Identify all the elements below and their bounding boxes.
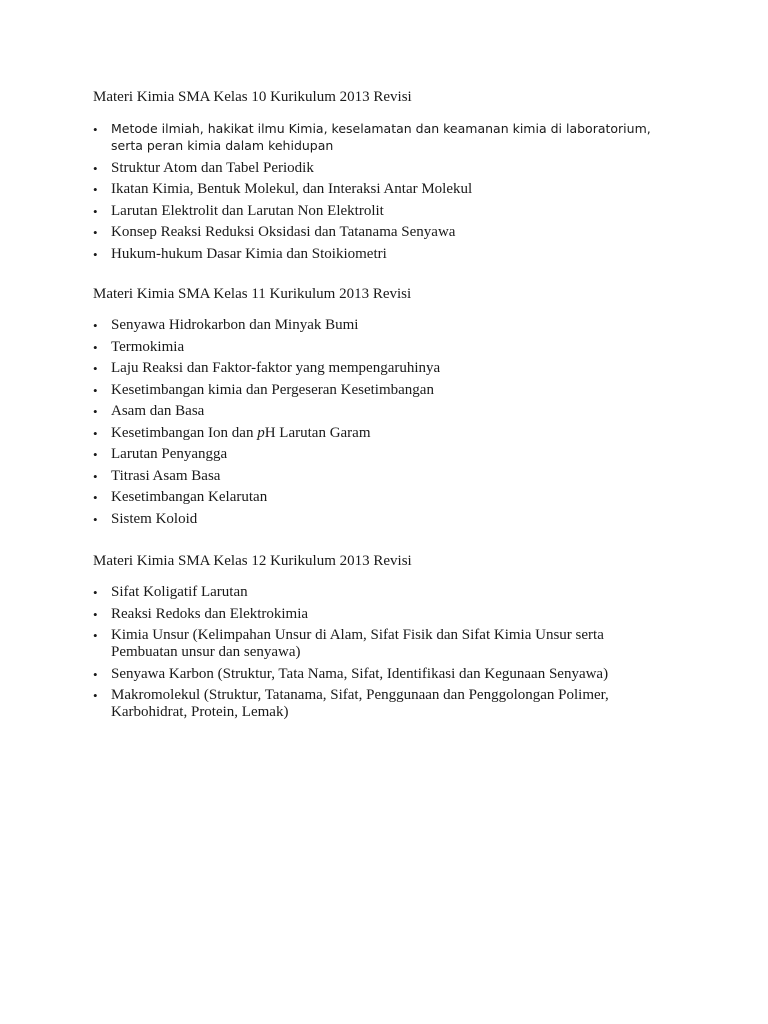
list-item (93, 121, 653, 155)
bullet-icon: • (93, 318, 98, 333)
list-item-text: Struktur Atom dan Tabel Periodik (111, 159, 314, 176)
bullet-icon: • (93, 382, 98, 398)
bullet-icon: • (93, 122, 98, 137)
list-item (93, 403, 653, 420)
list-item (93, 160, 653, 177)
list-item-text: Kesetimbangan Ion dan pH Larutan Garam (111, 424, 371, 441)
list-item-text: Sistem Koloid (111, 510, 198, 527)
bullet-icon: • (93, 425, 98, 441)
list-item (93, 246, 653, 263)
list-item-text: Kesetimbangan kimia dan Pergeseran Kesetimbangan (111, 381, 434, 398)
bullet-icon: • (93, 203, 98, 219)
list-item (93, 181, 653, 198)
list-item-text: Asam dan Basa (111, 403, 205, 419)
list-item-text: Reaksi Redoks dan Elektrokimia (111, 605, 309, 622)
list-item-text: Laju Reaksi dan Faktor-faktor yang mempengaruhinya (111, 360, 441, 376)
list-item-text: Sifat Koligatif Larutan (111, 584, 248, 600)
list-item (93, 606, 653, 623)
bullet-icon: • (93, 468, 98, 484)
bullet-icon: • (93, 404, 98, 419)
list-item-text: Kesetimbangan Kelarutan (111, 489, 268, 505)
bullet-icon: • (93, 666, 98, 682)
list-item-text: Kimia Unsur (Kelimpahan Unsur di Alam, Sifat Fisik dan Sifat Kimia Unsur serta Pembuatan unsur dan senyawa) (111, 627, 604, 660)
topic-list-kelas-11 (93, 317, 653, 532)
list-item (93, 687, 653, 721)
list-item-text: Termokimia (111, 338, 185, 355)
bullet-icon: • (93, 160, 98, 176)
bullet-icon: • (93, 606, 98, 622)
list-item-text: Larutan Penyangga (111, 446, 228, 462)
list-item (93, 339, 653, 356)
list-item (93, 584, 653, 601)
list-item (93, 382, 653, 399)
list-item (93, 627, 653, 661)
list-item (93, 446, 653, 463)
section-title-kelas-11: Materi Kimia SMA Kelas 11 Kurikulum 2013 Revisi (93, 286, 412, 302)
list-item (93, 425, 653, 442)
list-item (93, 511, 653, 528)
section-title-kelas-12: Materi Kimia SMA Kelas 12 Kurikulum 2013 Revisi (93, 553, 412, 569)
topic-list-kelas-12 (93, 584, 653, 726)
list-item-text: Ikatan Kimia, Bentuk Molekul, dan Interaksi Antar Molekul (111, 181, 473, 197)
bullet-icon: • (93, 447, 98, 462)
list-item-text: Konsep Reaksi Reduksi Oksidasi dan Tatanama Senyawa (111, 224, 456, 240)
bullet-icon: • (93, 225, 98, 240)
list-item-text: Metode ilmiah, hakikat ilmu Kimia, keselamatan dan keamanan kimia di laboratorium, serta peran kimia dalam kehidupan (111, 121, 651, 153)
list-item (93, 468, 653, 485)
list-item-text: Titrasi Asam Basa (111, 467, 221, 484)
list-item (93, 317, 653, 334)
list-item (93, 203, 653, 220)
list-item-text: Hukum-hukum Dasar Kimia dan Stoikiometri (111, 245, 387, 262)
bullet-icon: • (93, 688, 98, 703)
bullet-icon: • (93, 628, 98, 643)
bullet-icon: • (93, 511, 98, 527)
bullet-icon: • (93, 246, 98, 262)
list-item (93, 360, 653, 377)
bullet-icon: • (93, 182, 98, 197)
list-item-text: Larutan Elektrolit dan Larutan Non Elektrolit (111, 202, 384, 219)
list-item-text: Senyawa Karbon (Struktur, Tata Nama, Sifat, Identifikasi dan Kegunaan Senyawa) (111, 665, 609, 682)
section-title-kelas-10: Materi Kimia SMA Kelas 10 Kurikulum 2013 Revisi (93, 89, 412, 105)
bullet-icon: • (93, 339, 98, 355)
list-item (93, 666, 653, 683)
list-item-text: Senyawa Hidrokarbon dan Minyak Bumi (111, 317, 359, 333)
list-item-text: Makromolekul (Struktur, Tatanama, Sifat, Penggunaan dan Penggolongan Polimer, Karbohidrat, Protein, Lemak) (111, 687, 609, 720)
bullet-icon: • (93, 585, 98, 600)
list-item (93, 489, 653, 506)
bullet-icon: • (93, 361, 98, 376)
list-item (93, 224, 653, 241)
topic-list-kelas-10 (93, 121, 653, 267)
bullet-icon: • (93, 490, 98, 505)
